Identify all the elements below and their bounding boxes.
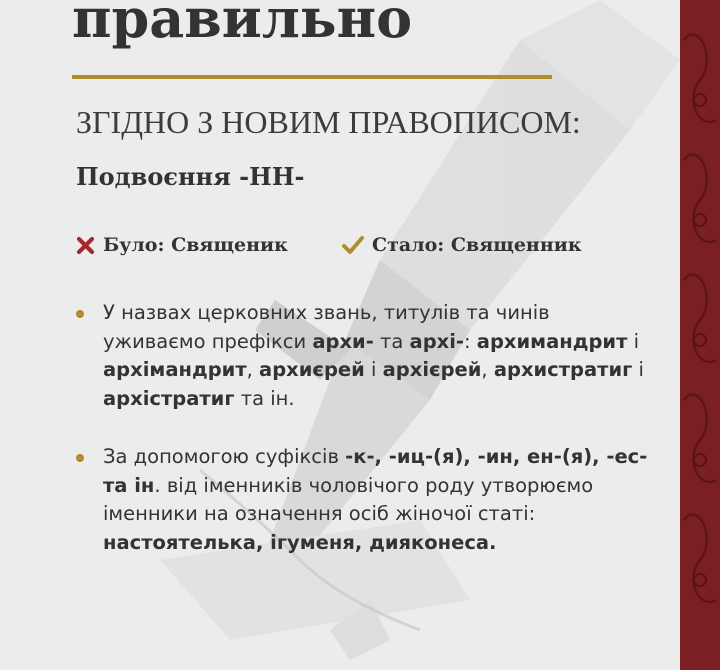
bullet-dot-icon [76,310,84,318]
ornament-side-panel [680,0,720,670]
comparison-was-label: Було: Священик [103,234,288,256]
check-mark-icon [342,235,364,255]
cross-mark-icon [76,236,95,255]
bullet-item-feminine-suffixes [76,443,656,557]
comparison-now-label: Стало: Священник [372,234,582,256]
bullet-item-church-titles [76,299,656,413]
bullet-text: За допомогою суфіксів -к-, -иц-(я), -ин, ен-(я), -ес- та ін. від іменників чоловічого роду утворюємо іменники на означення осіб жіночої статі: настоятелька, ігуменя, дияконеса. [103,445,648,554]
subtitle: ЗГІДНО З НОВИМ ПРАВОПИСОМ: [76,104,581,140]
comparison-now [342,230,582,260]
section-heading: Подвоєння -НН- [76,162,305,191]
page-title: правильно [72,0,413,50]
comparison-was [76,230,288,260]
bullet-text: У назвах церковних звань, титулів та чинів уживаємо префікси архи- та архі-: архимандрит і архімандрит, архиєрей і архієрей, архистратиг і архістратиг та ін. [103,301,644,410]
title-underline [72,75,552,79]
bullet-dot-icon [76,454,84,462]
